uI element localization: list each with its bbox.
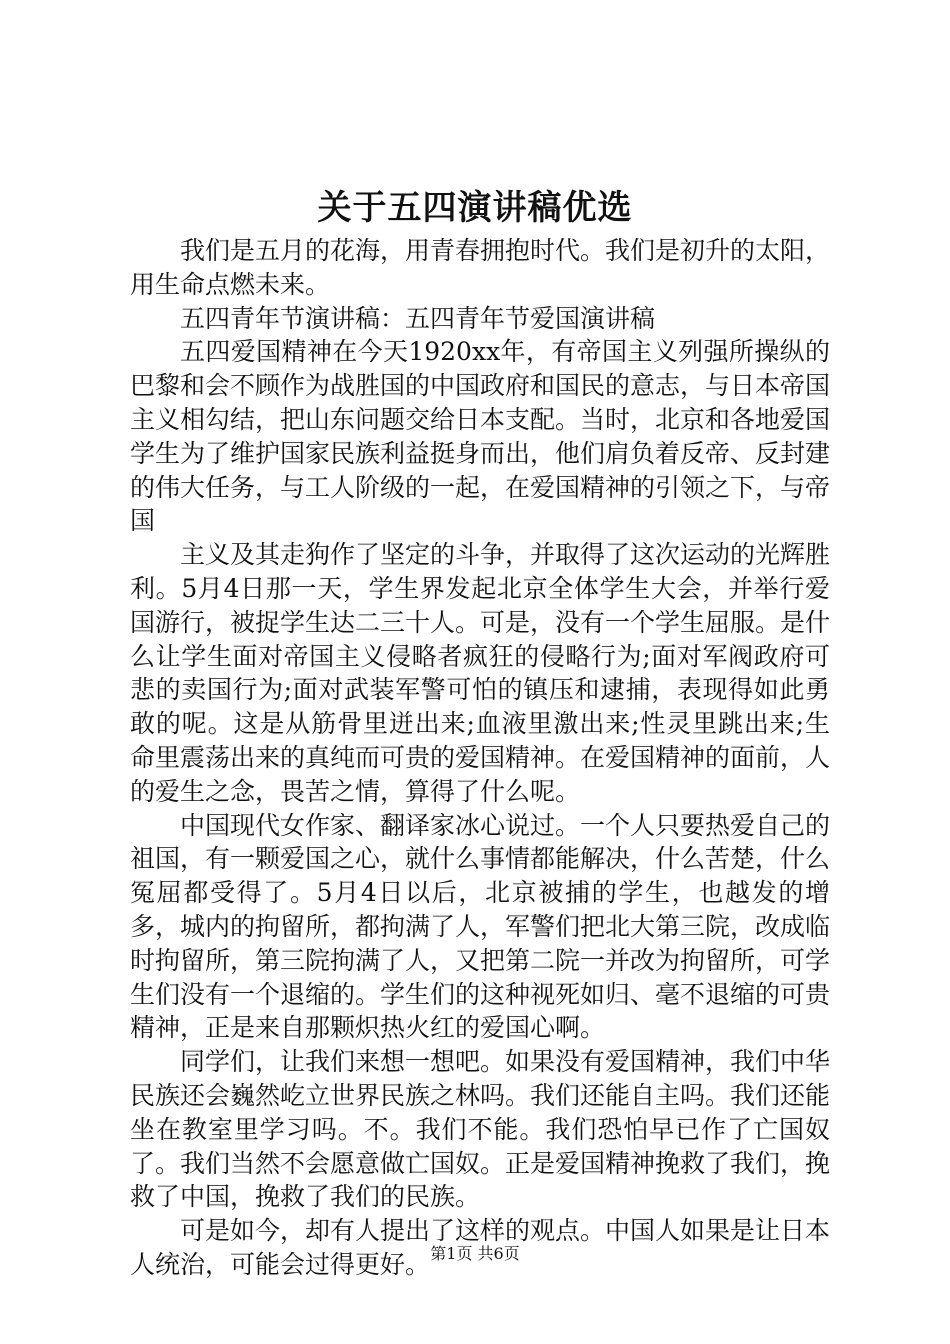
paragraph: 五四青年节演讲稿：五四青年节爱国演讲稿: [180, 303, 656, 333]
paragraph: 主义及其走狗作了坚定的斗争，并取得了这次运动的光辉胜利。5月4日那一天，学生界发起北京全体学生大会，并举行爱国游行，被捉学生达二三十人。可是，没有一个学生屈服。是什么让学生面对帝国主义侵略者疯狂的侵略行为;面对军阀政府可悲的卖国行为;面对武装军警可怕的镇压和逮捕，表现得如此勇敢的呢。这是从筋骨里迸出来;血液里激出来;性灵里跳出来;生命里震荡出来的真纯而可贵的爱国精神。在爱国精神的面前，人的爱生之念，畏苦之情，算得了什么呢。: [130, 540, 831, 806]
paragraph: 我们是五月的花海，用青春拥抱时代。我们是初升的太阳，用生命点燃未来。: [130, 236, 831, 299]
document-title: 关于五四演讲稿优选: [317, 188, 633, 228]
paragraph: 可是如今，却有人提出了这样的观点。中国人如果是让日本人统治，可能会过得更好。: [130, 1216, 831, 1279]
paragraph: 中国现代女作家、翻译家冰心说过。一个人只要热爱自己的祖国，有一颗爱国之心，就什么事情都能解决，什么苦楚，什么冤屈都受得了。5月4日以后，北京被捕的学生，也越发的增多，城内的拘留所，都拘满了人，军警们把北大第三院，改成临时拘留所，第三院拘满了人，又把第二院一并改为拘留所，可学生们没有一个退缩的。学生们的这种视死如归、毫不退缩的可贵精神，正是来自那颗炽热火红的爱国心啊。: [130, 810, 831, 1043]
document-body: [130, 234, 830, 1282]
page-footer: 第1页 共6页: [430, 1244, 520, 1263]
paragraph: 五四爱国精神在今天1920xx年，有帝国主义列强所操纵的巴黎和会不顾作为战胜国的中国政府和国民的意志，与日本帝国主义相勾结，把山东问题交给日本支配。当时，北京和各地爱国学生为了维护国家民族利益挺身而出，他们肩负着反帝、反封建的伟大任务，与工人阶级的一起，在爱国精神的引领之下，与帝国: [130, 337, 831, 536]
paragraph: 同学们，让我们来想一想吧。如果没有爱国精神，我们中华民族还会巍然屹立世界民族之林吗。我们还能自主吗。我们还能坐在教室里学习吗。不。我们不能。我们恐怕早已作了亡国奴了。我们当然不会愿意做亡国奴。正是爱国精神挽救了我们，挽救了中国，挽救了我们的民族。: [130, 1047, 831, 1212]
